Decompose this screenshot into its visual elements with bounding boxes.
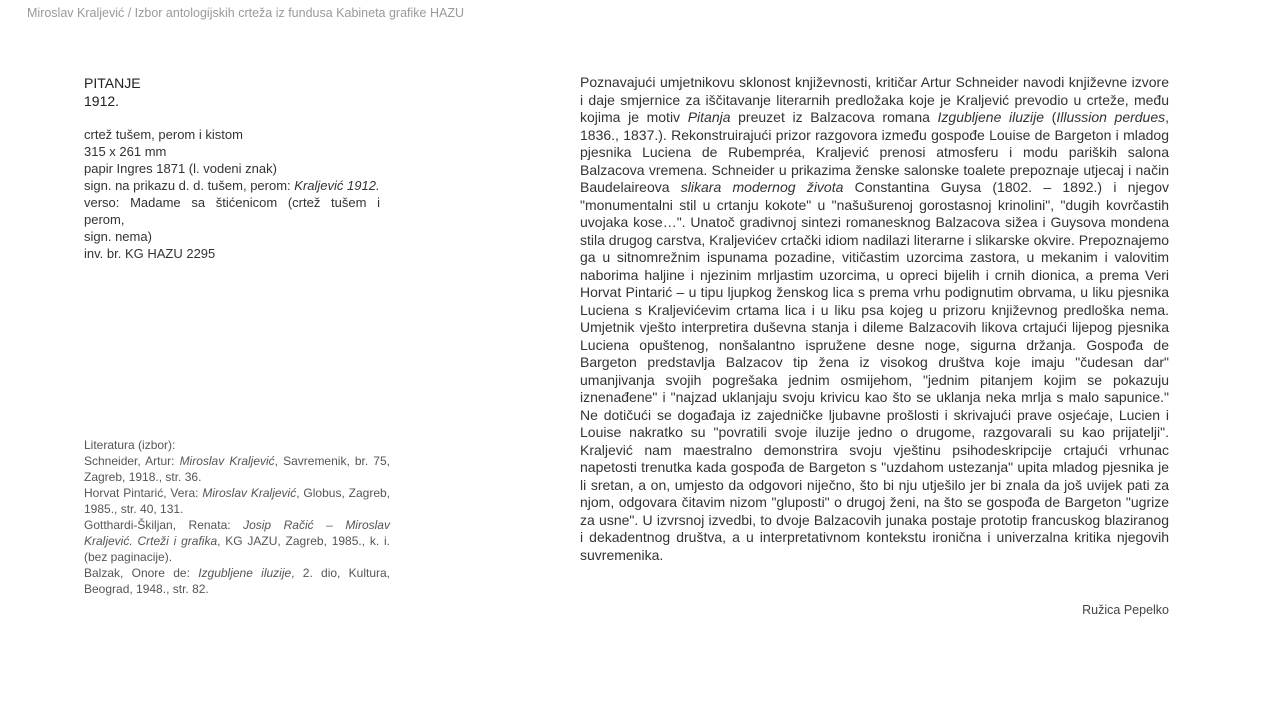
essay-segment: , 1836., 1837.). Rekonstruirajući prizor razgovora između gospođe Louise de Bargeton i mladog pjesnika Luciena de Rubempréa, Kraljević prenosi atmosferu i modu pariških salona Balzacova vremena. Schneider u prikazima ženske salonske toalete prepoznaje utjecaj i način Baudelaireova	[580, 109, 1170, 195]
lit-title: Miroslav Kraljević	[179, 454, 275, 468]
lit-title: Josip Račić – Miroslav Kraljević. Crteži i grafika	[84, 518, 390, 548]
essay-italic: Illussion perdues	[1056, 109, 1166, 125]
verso-line-1: verso: Madame sa štićenicom (crtež tušem i perom,	[84, 195, 380, 227]
signature	[84, 177, 380, 194]
essay-segment: Poznavajući umjetnikovu sklonost književnosti, kritičar Artur Schneider navodi književne izvore i daje smjernice za iščitavanje literarnih predložaka koje je Kraljević prevodio u crteže, među kojima je motiv	[580, 74, 1169, 125]
essay-segment: (	[1044, 109, 1057, 125]
dimensions: 315 x 261 mm	[84, 144, 167, 159]
essay-italic: Pitanja	[687, 109, 731, 125]
artwork-title: PITANJE	[84, 75, 141, 91]
inventory-number: inv. br. KG HAZU 2295	[84, 246, 216, 261]
lit-title: Miroslav Kraljević	[202, 486, 297, 500]
lit-author: Gotthardi-Škiljan, Renata:	[84, 518, 244, 532]
lit-details: , Globus, Zagreb, 1985., str. 40, 131.	[84, 486, 390, 516]
signature-label: sign. na prikazu d. d. tušem, perom:	[84, 178, 295, 193]
artwork-year: 1912.	[84, 93, 120, 109]
lit-author: Schneider, Artur:	[84, 454, 180, 468]
literature-entry	[84, 453, 390, 485]
essay-segment: Constantina Guysa (1802. – 1892.) i njegov "monumentalni stil u crtanju kokote" u "našušurenoj gorostasnoj krinolini", "dugih kovrčastih uvojaka kose…". Unatoč gradivnoj sintezi romanesknog Balzacova sižea i Guysova mondena stila drugog carstva, Kraljevićev crtački idiom nadilazi literarne i slikarske okvire. Prepoznajemo ga u sitnomrežnim ispunama pozadine, vitičastim uzorcima zastora, u mekanim i valovitim naborima haljine i njezinim mrljastim uzorcima, u opreci bijelih i crnih dionica, a prema Veri Horvat Pintarić – u tipu ljupkog ženskog lica s prema vrhu podignutim obrvama, u liku pjesnika Luciena s Kraljevićevim crtama lica i u liku psa kojeg u prizoru književnog predloška nema. Umjetnik vješto interpretira duševna stanja i dileme Balzacovih likova crtajući lijepog pjesnika Luciena opuštenog, nonšalantno ispružene desne noge, sigurna držanja. Gospođa de Bargeton predstavlja Balzacov tip žena iz visokog društva koje imaju "čudesan dar" umanjivanja svojih pogrešaka jednim osmijehom, "jednim pitanjem kojim se pokazuju iznenađene" i "najzad uklanjaju svoju krivicu kao što se uklanja neka mrlja s malo sapunice." Ne dotičući se događaja iz zajedničke ljubavne prošlosti i skrivajući prave osjećaje, Lucien i Louise nakratko su "povratili svoje iluzije jedno o drugome, razgovarali su kao prijatelji". Kraljević nam maestralno demonstrira svoju vještinu psihodeskripcije crtajući vrhunac napetosti trenutka kada gospođa de Bargeton s "uzdahom ustezanja" upita mladog pjesnika je li sretan, a on, umjesto da odgovori niječno, što bi nju utješilo jer bi znala da još uvijek pati za njom, odgovara čitavim nizom "gluposti" o drugoj ženi, na što se gospođa de Bargeton "ugrize za usne". U izvrsnoj izvedbi, to dvoje Balzacovih junaka postaje prototip francuskog blaziranog i dekadentnog društva, a u interpretativnom kontekstu ironična i univerzalna kritika njegovih suvremenika.	[580, 179, 1170, 563]
paper: papir Ingres 1871 (l. vodeni znak)	[84, 161, 277, 176]
essay-text	[580, 74, 1169, 564]
lit-author: Balzak, Onore de:	[84, 566, 199, 580]
literature-entry	[84, 565, 390, 597]
artwork-specs	[84, 126, 380, 262]
literature-entry	[84, 517, 390, 565]
lit-details: , Savremenik, br. 75, Zagreb, 1918., str. 36.	[84, 454, 390, 484]
signature-text: Kraljević 1912.	[294, 178, 380, 193]
literature-section	[84, 437, 390, 597]
essay-author: Ružica Pepelko	[1082, 603, 1169, 617]
lit-author: Horvat Pintarić, Vera:	[84, 486, 203, 500]
essay-italic: Izgubljene iluzije	[937, 109, 1045, 125]
essay-segment: preuzet iz Balzacova romana	[730, 109, 938, 125]
literature-entry	[84, 485, 390, 517]
verso-line-2: sign. nema)	[84, 229, 152, 244]
breadcrumb[interactable]: Miroslav Kraljević / Izbor antologijskih crteža iz fundusa Kabineta grafike HAZU	[27, 6, 464, 20]
lit-details: , 2. dio, Kultura, Beograd, 1948., str. 82.	[84, 566, 391, 596]
essay-italic: slikara modernog života	[680, 179, 844, 195]
technique: crtež tušem, perom i kistom	[84, 127, 243, 142]
artwork-info	[84, 74, 380, 262]
lit-title: Izgubljene iluzije	[198, 566, 292, 580]
lit-details: , KG JAZU, Zagreb, 1985., k. i. (bez paginacije).	[84, 534, 391, 564]
literature-heading: Literatura (izbor):	[84, 438, 176, 452]
